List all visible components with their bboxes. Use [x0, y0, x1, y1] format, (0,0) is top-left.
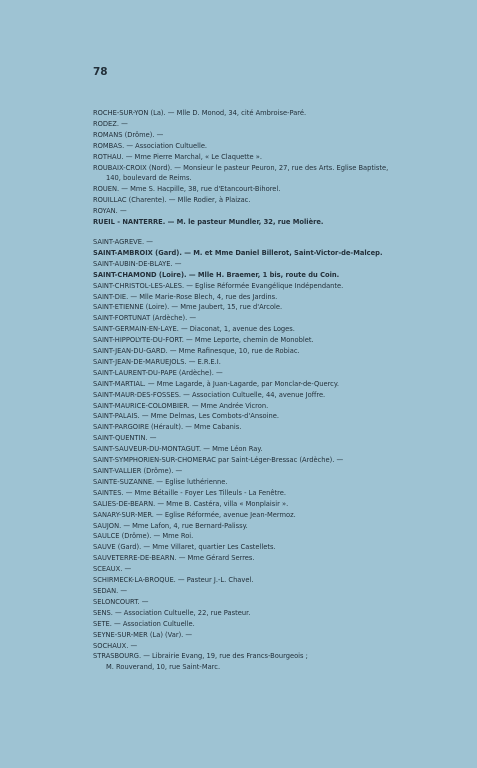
directory-entry: SAINT-SYMPHORIEN-SUR-CHOMERAC par Saint-Léger-Bressac (Ardèche). —	[93, 456, 344, 465]
directory-entry: SOCHAUX. —	[93, 641, 138, 650]
directory-entry: SCEAUX. —	[93, 565, 132, 574]
directory-entry: SEDAN. —	[93, 586, 128, 595]
directory-entry: SAINT-JEAN-DE-MARUEJOLS. — E.R.E.I.	[93, 357, 221, 366]
directory-entry: SAINT-MARTIAL. — Mme Lagarde, à Juan-Lagarde, par Monclar-de-Quercy.	[93, 379, 339, 388]
directory-entry: SAINT-LAURENT-DU-PAPE (Ardèche). —	[93, 368, 223, 377]
directory-entry: SALIES-DE-BEARN. — Mme B. Castéra, villa « Monplaisir ».	[93, 499, 289, 508]
directory-entry: SAINTE-SUZANNE. — Eglise luthérienne.	[93, 477, 228, 486]
directory-entry: SAINT-AGREVE. —	[93, 237, 153, 246]
directory-entry-continuation: 140, boulevard de Reims.	[106, 174, 192, 183]
directory-entry: SAINT-AMBROIX (Gard). — M. et Mme Daniel Billerot, Saint-Victor-de-Malcep.	[93, 248, 383, 257]
directory-entry: ROMBAS. — Association Cultuelle.	[93, 141, 208, 150]
directory-entry: SETE. — Association Cultuelle.	[93, 619, 195, 628]
directory-entry: SAINT-VALLIER (Drôme). —	[93, 467, 183, 475]
directory-entry: ROTHAU. — Mme Pierre Marchal, « Le Claquette ».	[93, 152, 262, 161]
directory-entry: ROUEN. — Mme S. Hacpille, 38, rue d'Etancourt-Bihorel.	[93, 185, 281, 194]
directory-entry: SAINTES. — Mme Bétaille - Foyer Les Tilleuls - La Fenêtre.	[93, 488, 286, 497]
page-number: 78	[93, 66, 108, 78]
directory-entry: SAINT-CHAMOND (Loire). — Mlle H. Braemer, 1 bis, route du Coin.	[93, 270, 340, 279]
directory-entry: ROCHE-SUR-YON (La). — Mlle D. Monod, 34, cité Ambroise-Paré.	[93, 109, 307, 117]
directory-entry: SAINT-JEAN-DU-GARD. — Mme Rafinesque, 10, rue de Robiac.	[93, 347, 300, 356]
directory-entry-continuation: M. Rouverand, 10, rue Saint-Marc.	[106, 663, 221, 672]
directory-entry: SAINT-DIE. — Mlle Marie-Rose Blech, 4, rue des Jardins.	[93, 292, 278, 301]
directory-entry: SAINT-ETIENNE (Loire). — Mme Jaubert, 15, rue d'Arcole.	[93, 303, 283, 312]
directory-entry: SAINT-HIPPOLYTE-DU-FORT. — Mme Leporte, chemin de Monoblet.	[93, 336, 314, 345]
directory-entry: SANARY-SUR-MER. — Eglise Réformée, avenue Jean-Mermoz.	[93, 510, 296, 519]
directory-entry: ROUBAIX-CROIX (Nord). — Monsieur le pasteur Peuron, 27, rue des Arts. Eglise Baptiste,	[93, 163, 389, 172]
directory-entry: SAINT-PALAIS. — Mme Delmas, Les Combots-d'Ansoine.	[93, 412, 279, 421]
directory-entry: SAINT-QUENTIN. —	[93, 434, 157, 443]
directory-entry: RODEZ. —	[93, 119, 128, 128]
directory-entry: SENS. — Association Cultuelle, 22, rue Pasteur.	[93, 608, 251, 617]
directory-entry: SAINT-SAUVEUR-DU-MONTAGUT. — Mme Léon Ray.	[93, 445, 263, 454]
directory-entry: SAINT-MAUR-DES-FOSSES. — Association Cultuelle, 44, avenue Joffre.	[93, 390, 326, 399]
directory-entry: STRASBOURG. — Librairie Evang, 19, rue des Francs-Bourgeois ;	[93, 652, 308, 661]
directory-entry: SAUVE (Gard). — Mme Villaret, quartier Les Castellets.	[93, 543, 276, 552]
directory-entry: SEYNE-SUR-MER (La) (Var). —	[93, 630, 193, 639]
directory-entry: SCHIRMECK-LA-BROQUE. — Pasteur J.-L. Chavel.	[93, 576, 254, 585]
directory-entry: SAINT-GERMAIN-EN-LAYE. — Diaconat, 1, avenue des Loges.	[93, 325, 295, 334]
directory-entry: SELONCOURT. —	[93, 597, 149, 606]
directory-entry: ROUILLAC (Charente). — Mlle Rodier, à Plaizac.	[93, 196, 251, 205]
directory-entry: SAINT-FORTUNAT (Ardèche). —	[93, 314, 197, 323]
directory-entry: SAULCE (Drôme). — Mme Roi.	[93, 532, 194, 541]
directory-entry: SAUVETERRE-DE-BEARN. — Mme Gérard Serres.	[93, 554, 255, 563]
directory-entry: SAINT-CHRISTOL-LES-ALES. — Eglise Réformée Evangélique Indépendante.	[93, 281, 344, 290]
directory-list	[93, 108, 443, 673]
directory-entry: SAINT-PARGOIRE (Hérault). — Mme Cabanis.	[93, 423, 242, 432]
directory-entry: RUEIL - NANTERRE. — M. le pasteur Mundler, 32, rue Molière.	[93, 218, 324, 227]
directory-entry: SAUJON. — Mme Lafon, 4, rue Bernard-Palissy.	[93, 521, 248, 530]
group-spacer	[93, 228, 443, 237]
directory-entry: ROYAN. —	[93, 207, 127, 216]
directory-entry: ROMANS (Drôme). —	[93, 130, 164, 139]
directory-entry: SAINT-AUBIN-DE-BLAYE. —	[93, 259, 182, 268]
directory-entry: SAINT-MAURICE-COLOMBIER. — Mme Andrée Vicron.	[93, 401, 269, 410]
